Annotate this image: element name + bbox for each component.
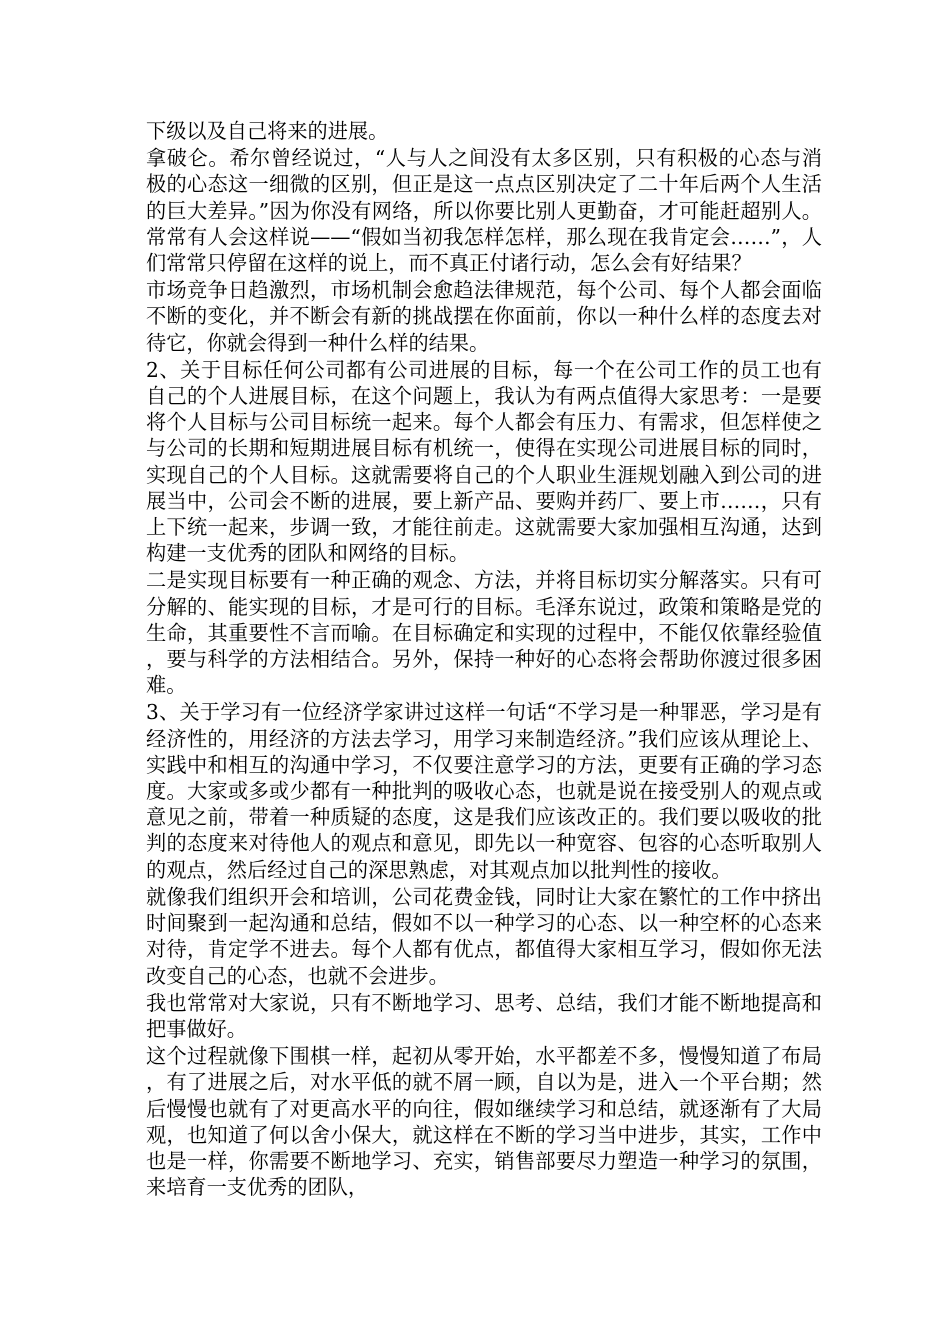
paragraph-6: 3、关于学习有一位经济学家讲过这样一句话“不学习是一种罪恶，学习是有经济性的，用经济的方法去学习，用学习来制造经济。”我们应该从理论上、实践中和相互的沟通中学习，不仅要注意学习的方法，更要有正确的学习态度。大家或多或少都有一种批判的吸收心态，也就是说在接受别人的观点或意见之前，带着一种质疑的态度，这是我们应该改正的。我们要以吸收的批判的态度来对待他人的观点和意见，即先以一种宽容、包容的心态听取别人的观点，然后经过自己的深思熟虑，对其观点加以批判性的接收。 <box>146 700 822 882</box>
paragraph-7: 就像我们组织开会和培训，公司花费金钱，同时让大家在繁忙的工作中挤出时间聚到一起沟通和总结，假如不以一种学习的心态、以一种空杯的心态来对待，肯定学不进去。每个人都有优点，都值得大家相互学习，假如你无法改变自己的心态，也就不会进步。 <box>146 884 822 988</box>
paragraph-1: 下级以及自己将来的进展。 <box>146 119 389 143</box>
paragraph-5: 二是实现目标要有一种正确的观念、方法，并将目标切实分解落实。只有可分解的、能实现的目标，才是可行的目标。毛泽东说过，政策和策略是党的生命，其重要性不言而喻。在目标确定和实现的过程中，不能仅依靠经验值，要与科学的方法相结合。另外，保持一种好的心态将会帮助你渡过很多困难。 <box>146 568 822 698</box>
paragraph-8: 我也常常对大家说，只有不断地学习、思考、总结，我们才能不断地提高和把事做好。 <box>146 990 822 1041</box>
paragraph-4: 2、关于目标任何公司都有公司进展的目标，每一个在公司工作的员工也有自己的个人进展目标，在这个问题上，我认为有两点值得大家思考：一是要将个人目标与公司目标统一起来。每个人都会有压力、有需求，但怎样使之与公司的长期和短期进展目标有机统一，使得在实现公司进展目标的同时，实现自己的个人目标。这就需要将自己的个人职业生涯规划融入到公司的进展当中，公司会不断的进展，要上新产品、要购并药厂、要上市……，只有上下统一起来，步调一致，才能往前走。这就需要大家加强相互沟通，达到构建一支优秀的团队和网络的目标。 <box>146 357 822 566</box>
paragraph-9: 这个过程就像下围棋一样，起初从零开始，水平都差不多，慢慢知道了布局，有了进展之后，对水平低的就不屑一顾，自以为是，进入一个平台期；然后慢慢也就有了对更高水平的向往，假如继续学习和总结，就逐渐有了大局观，也知道了何以舍小保大，就这样在不断的学习当中进步，其实，工作中也是一样，你需要不断地学习、充实，销售部要尽力塑造一种学习的氛围，来培育一支优秀的团队， <box>146 1044 822 1200</box>
document-page <box>146 118 822 1201</box>
paragraph-3: 市场竞争日趋激烈，市场机制会愈趋法律规范，每个公司、每个人都会面临不断的变化，并不断会有新的挑战摆在你面前，你以一种什么样的态度去对待它，你就会得到一种什么样的结果。 <box>146 278 822 355</box>
paragraph-2: 拿破仑。希尔曾经说过，“人与人之间没有太多区别，只有积极的心态与消极的心态这一细微的区别，但正是这一点点区别决定了二十年后两个人生活的巨大差异。”因为你没有网络，所以你要比别人更勤奋，才可能赶超别人。常常有人会这样说——“假如当初我怎样怎样，那么现在我肯定会……”，人们常常只停留在这样的说上，而不真正付诸行动，怎么会有好结果？ <box>146 146 822 276</box>
